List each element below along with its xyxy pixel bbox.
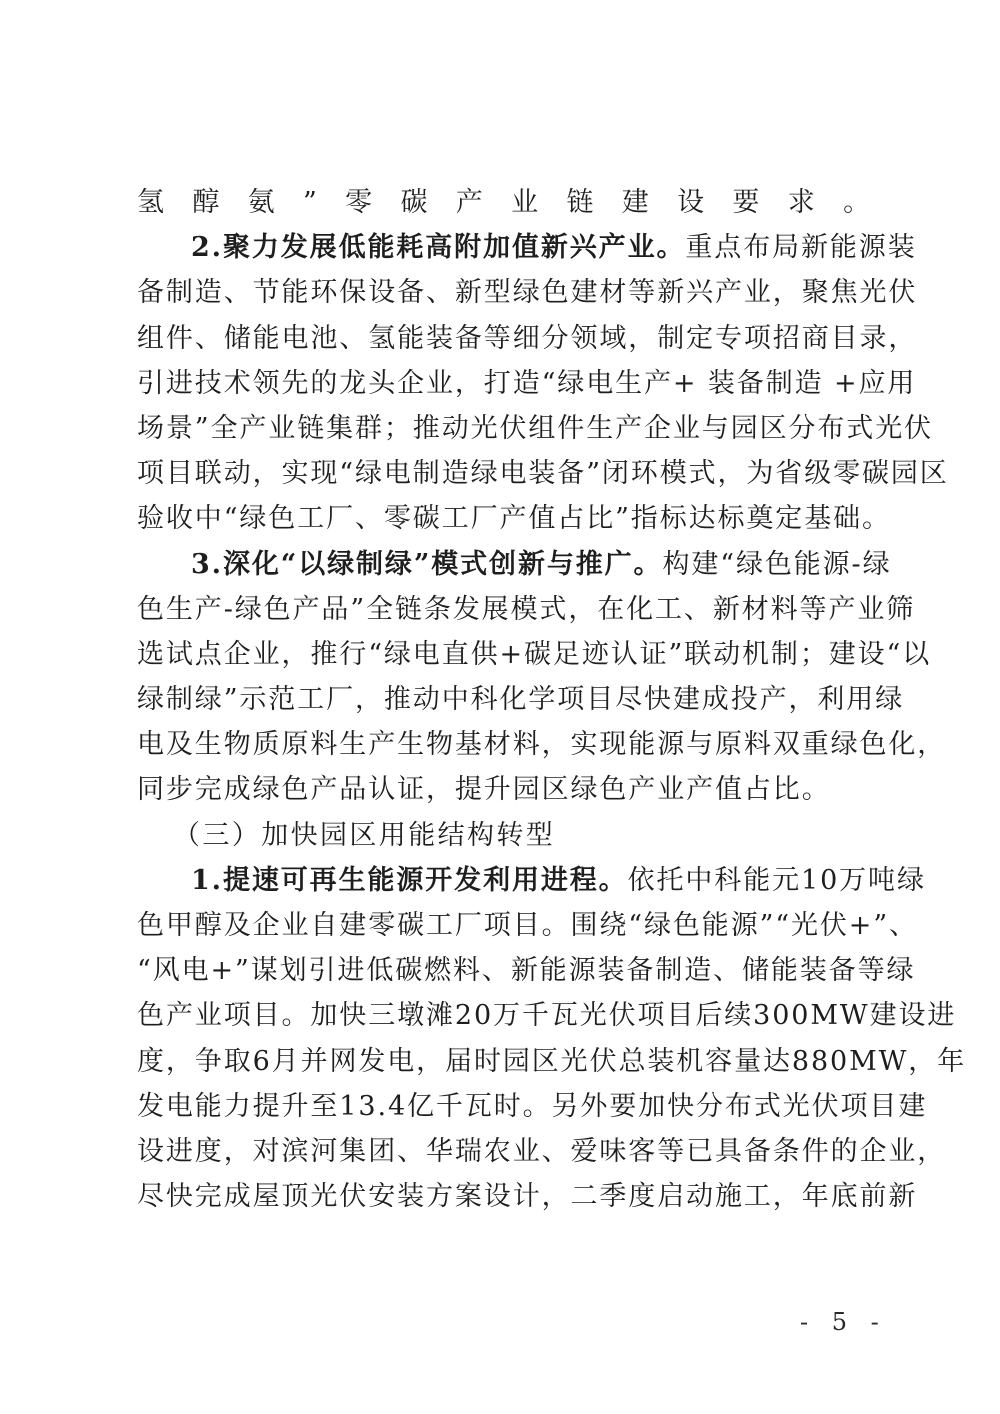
text-run: 引进技术领先的龙头企业，打造“绿电生产+ 装备制造 +应用 (137, 367, 917, 399)
text-run: 色产业项目。加快三墩滩20万千瓦光伏项目后续300MW建设进 (137, 1000, 957, 1032)
section-heading (137, 813, 872, 858)
paragraph-line (137, 948, 916, 993)
page-number: - 5 - (800, 1308, 887, 1336)
text-run: 验收中“绿色工厂、零碳工厂产值占比”指标达标奠定基础。 (137, 503, 891, 535)
paragraph-line (137, 1084, 928, 1129)
body-text (137, 180, 967, 1219)
paragraph-line (137, 587, 916, 632)
paragraph-line (137, 1129, 947, 1174)
paragraph-line (137, 677, 905, 722)
text-run: 重点布局新能源装 (685, 232, 917, 264)
text-run: 备制造、节能环保设备、新型绿色建材等新兴产业，聚焦光伏 (137, 277, 918, 309)
text-run: “风电+”谋划引进低碳燃料、新能源装备制造、储能装备等绿 (137, 955, 916, 987)
item-heading: 2.聚力发展低能耗高附加值新兴产业。 (191, 232, 686, 264)
section-heading-text: （三）加快园区用能结构转型 (173, 819, 556, 851)
paragraph-line (137, 1174, 918, 1219)
text-run: 发电能力提升至13.4亿千瓦时。另外要加快分布式光伏项目建 (137, 1090, 928, 1122)
text-run: 场景”全产业链集群；推动光伏组件生产企业与园区分布式光伏 (137, 412, 934, 444)
paragraph-line (137, 722, 947, 767)
text-run: 氢醇氨”零碳产业链建设要求。 (137, 187, 872, 218)
paragraph-line (137, 225, 917, 270)
paragraph-line (137, 316, 918, 361)
paragraph-line (137, 180, 872, 225)
text-run: 依托中科能元10万吨绿 (627, 864, 926, 896)
text-run: 选试点企业，推行“绿电直供+碳足迹认证”联动机制；建设“以 (137, 638, 932, 670)
paragraph-line (137, 496, 891, 541)
text-run: 项目联动，实现“绿电制造绿电装备”闭环模式，为省级零碳园区 (137, 458, 949, 490)
paragraph-line (137, 993, 957, 1038)
text-run: 电及生物质原料生产生物基材料，实现能源与原料双重绿色化， (137, 729, 947, 761)
paragraph-line (137, 858, 926, 903)
paragraph-line (137, 903, 918, 948)
paragraph-line (137, 542, 892, 587)
paragraph-line (137, 270, 918, 315)
paragraph-line (137, 406, 934, 451)
text-run: 绿制绿”示范工厂，推动中科化学项目尽快建成投产，利用绿 (137, 684, 905, 716)
paragraph-line (137, 451, 949, 496)
text-run: 构建“绿色能源-绿 (662, 548, 892, 580)
text-run: 尽快完成屋顶光伏安装方案设计，二季度启动施工，年底前新 (137, 1181, 918, 1213)
paragraph-line (137, 1039, 967, 1084)
text-run: 同步完成绿色产品认证，提升园区绿色产业产值占比。 (137, 774, 831, 806)
item-heading: 3.深化“以绿制绿”模式创新与推广。 (191, 548, 663, 580)
paragraph-line (137, 767, 872, 812)
text-run: 组件、储能电池、氢能装备等细分领域，制定专项招商目录， (137, 322, 918, 354)
text-run: 色甲醇及企业自建零碳工厂项目。围绕“绿色能源”“光伏+”、 (137, 910, 918, 941)
item-heading: 1.提速可再生能源开发利用进程。 (191, 864, 628, 896)
paragraph-line (137, 361, 917, 406)
text-run: 度，争取6月并网发电，届时园区光伏总装机容量达880MW，年 (137, 1045, 967, 1077)
text-run: 设进度，对滨河集团、华瑞农业、爱味客等已具备条件的企业， (137, 1135, 947, 1167)
text-run: 色生产-绿色产品”全链条发展模式，在化工、新材料等产业筛 (137, 593, 916, 625)
paragraph-line (137, 632, 932, 677)
